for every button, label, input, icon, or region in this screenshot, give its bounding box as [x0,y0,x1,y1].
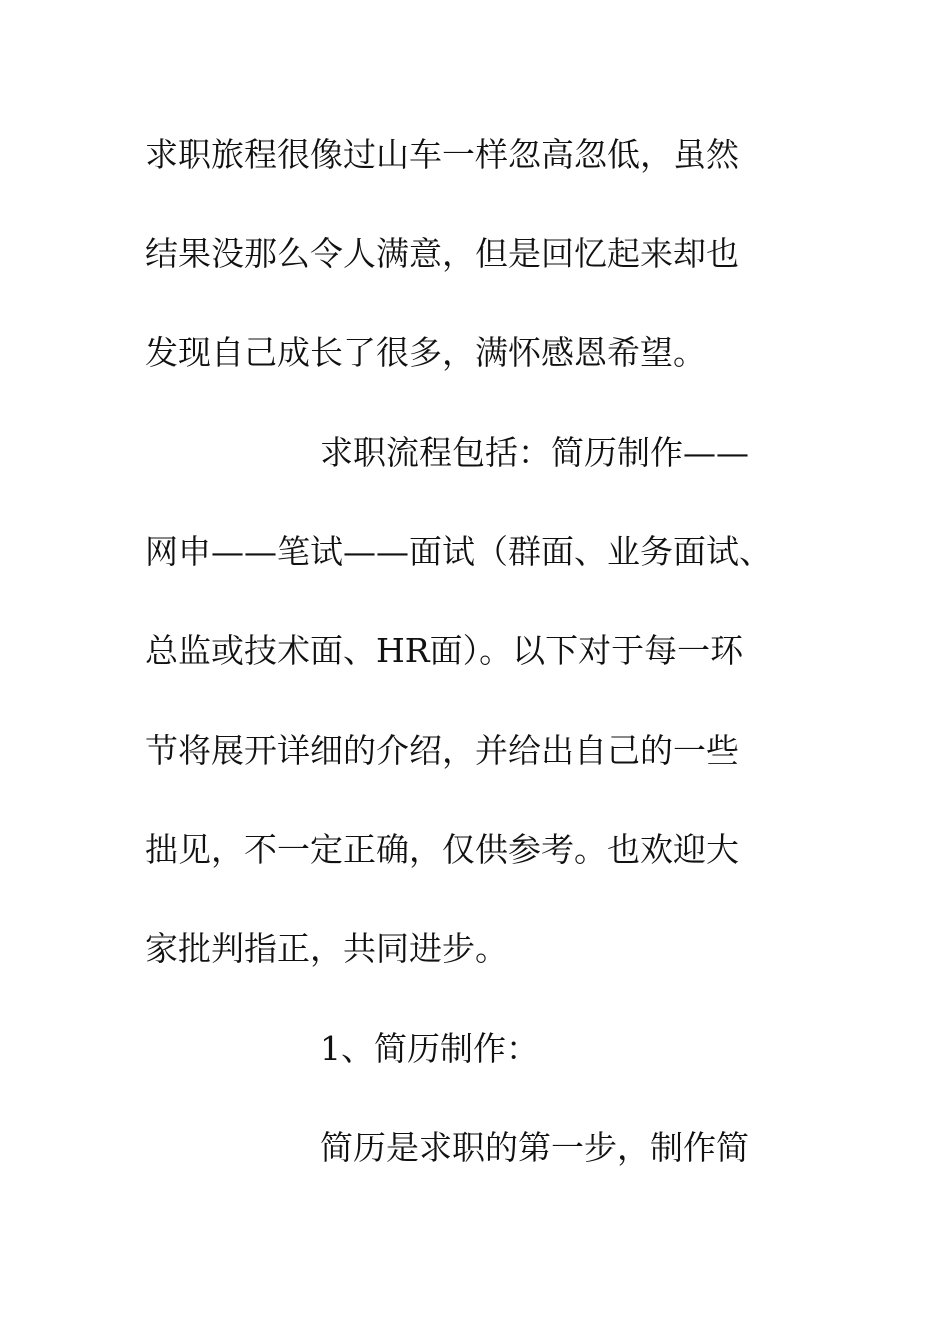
paragraph-1-line-2: 结果没那么令人满意，但是回忆起来却也 [145,234,739,273]
paragraph-2-line-3: 总监或技术面、HR面）。以下对于每一环 [145,631,744,670]
paragraph-2-line-2: 网申——笔试——面试（群面、业务面试、 [145,532,772,571]
paragraph-1-line-3: 发现自己成长了很多，满怀感恩希望。 [145,333,706,372]
paragraph-1-line-1: 求职旅程很像过山车一样忽高忽低，虽然 [145,135,739,174]
paragraph-2-line-4: 节将展开详细的介绍，并给出自己的一些 [145,731,739,770]
paragraph-3-line-1: 简历是求职的第一步，制作简 [320,1128,749,1167]
paragraph-2-line-5: 拙见，不一定正确，仅供参考。也欢迎大 [145,830,739,869]
section-heading-resume: 1、简历制作： [320,1029,539,1068]
paragraph-2-line-1: 求职流程包括：简历制作—— [320,433,749,472]
paragraph-2-line-6: 家批判指正，共同进步。 [145,929,508,968]
